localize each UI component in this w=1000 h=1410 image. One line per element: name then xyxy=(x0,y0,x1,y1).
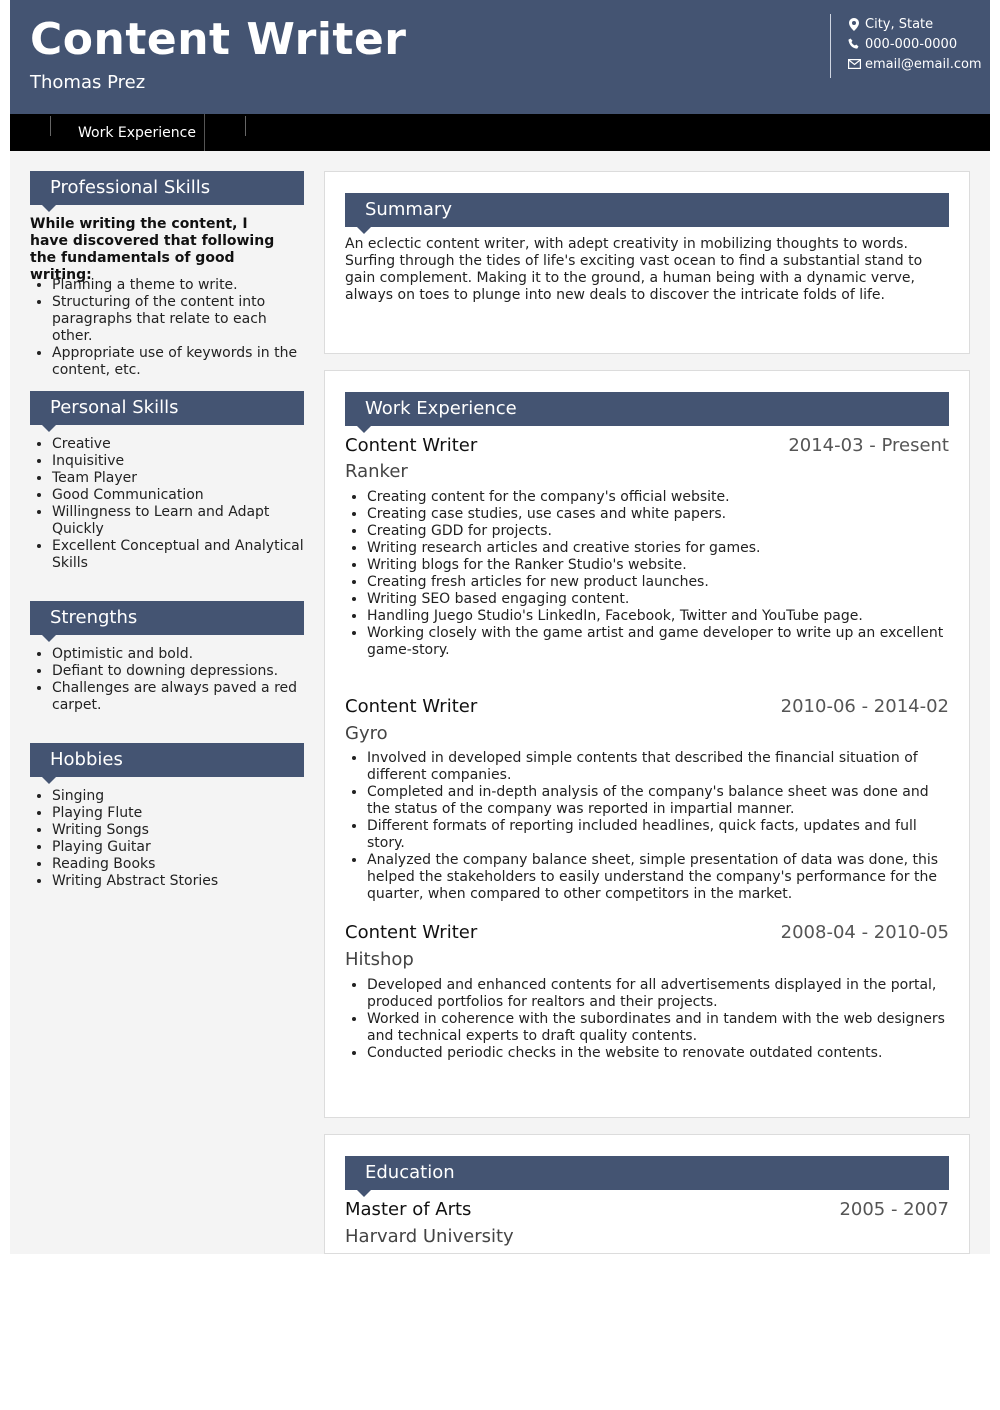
list-item: • Writing research articles and creative stories for games. xyxy=(367,540,951,557)
job-title: Content Writer xyxy=(345,696,478,717)
summary-card xyxy=(324,171,970,354)
contact-location xyxy=(845,14,1000,34)
list-item: • Worked in coherence with the subordinates and in tandem with the web designers and technical experts to draft quality contents. xyxy=(367,1011,951,1045)
list-item: • Writing blogs for the Ranker Studio's website. xyxy=(367,557,951,574)
location-text: City, State xyxy=(865,16,934,32)
job-date: 2010-06 - 2014-02 xyxy=(780,696,949,717)
resume-header xyxy=(10,0,990,114)
personal-skills-list xyxy=(30,436,304,572)
degree-title: Master of Arts xyxy=(345,1199,472,1220)
professional-skills-list xyxy=(30,277,304,379)
job-company: Ranker xyxy=(345,461,408,482)
list-item: • Involved in developed simple contents that described the financial situation of different companies. xyxy=(367,750,951,784)
list-item: • Optimistic and bold. xyxy=(52,646,304,663)
strengths-list xyxy=(30,646,304,714)
list-item: • Planning a theme to write. xyxy=(52,277,304,294)
summary-heading: Summary xyxy=(345,193,949,227)
job-date: 2014-03 - Present xyxy=(788,435,949,456)
education-card xyxy=(324,1134,970,1254)
job-company: Gyro xyxy=(345,723,388,744)
list-item: • Creating fresh articles for new product launches. xyxy=(367,574,951,591)
section-navbar xyxy=(10,114,990,151)
contact-phone xyxy=(845,34,1000,54)
job-title: Content Writer xyxy=(345,435,478,456)
list-item: • Working closely with the game artist and game developer to write up an excellent game-story. xyxy=(367,625,951,659)
email-text: email@email.com xyxy=(865,56,982,72)
list-item: • Appropriate use of keywords in the content, etc. xyxy=(52,345,304,379)
resume-title: Content Writer xyxy=(30,14,407,65)
list-item: • Conducted periodic checks in the website to renovate outdated contents. xyxy=(367,1045,951,1062)
phone-icon xyxy=(845,38,863,50)
list-item: • Creative xyxy=(52,436,304,453)
personal-skills-heading: Personal Skills xyxy=(30,391,304,425)
list-item: • Reading Books xyxy=(52,856,304,873)
map-pin-icon xyxy=(845,18,863,31)
education-heading: Education xyxy=(345,1156,949,1190)
list-item: • Playing Flute xyxy=(52,805,304,822)
education-date: 2005 - 2007 xyxy=(839,1199,949,1220)
list-item: • Creating content for the company's official website. xyxy=(367,489,951,506)
list-item: • Singing xyxy=(52,788,304,805)
list-item: • Handling Juego Studio's LinkedIn, Facebook, Twitter and YouTube page. xyxy=(367,608,951,625)
job-date: 2008-04 - 2010-05 xyxy=(780,922,949,943)
job-company: Hitshop xyxy=(345,949,414,970)
list-item: • Playing Guitar xyxy=(52,839,304,856)
list-item: • Defiant to downing depressions. xyxy=(52,663,304,680)
person-name: Thomas Prez xyxy=(30,72,146,93)
work-experience-heading: Work Experience xyxy=(345,392,949,426)
school-name: Harvard University xyxy=(345,1226,514,1247)
list-item: • Excellent Conceptual and Analytical Skills xyxy=(52,538,304,572)
list-item: • Writing SEO based engaging content. xyxy=(367,591,951,608)
list-item: • Creating GDD for projects. xyxy=(367,523,951,540)
hobbies-heading: Hobbies xyxy=(30,743,304,777)
phone-text: 000-000-0000 xyxy=(865,36,958,52)
contact-block xyxy=(830,14,1000,78)
nav-divider xyxy=(50,116,51,136)
list-item: • Completed and in-depth analysis of the company's balance sheet was done and the status of the company was reported in impartial manner. xyxy=(367,784,951,818)
strengths-heading: Strengths xyxy=(30,601,304,635)
envelope-icon xyxy=(845,59,863,69)
list-item: • Good Communication xyxy=(52,487,304,504)
job-title: Content Writer xyxy=(345,922,478,943)
job-bullets xyxy=(345,977,951,1062)
list-item: • Analyzed the company balance sheet, simple presentation of data was done, this helped the stakeholders to easily understand the company's performance for the quarter, when compared to other competitors in the market. xyxy=(367,852,951,903)
work-experience-card xyxy=(324,370,970,1118)
professional-skills-heading: Professional Skills xyxy=(30,171,304,205)
list-item: • Different formats of reporting included headlines, quick facts, updates and full story. xyxy=(367,818,951,852)
list-item: • Writing Songs xyxy=(52,822,304,839)
job-bullets xyxy=(345,750,951,903)
professional-skills-intro: While writing the content, I have discovered that following the fundamentals of good writing: xyxy=(30,216,275,283)
list-item: • Developed and enhanced contents for all advertisements displayed in the portal, produced portfolios for realtors and their projects. xyxy=(367,977,951,1011)
job-bullets xyxy=(345,489,951,659)
list-item: • Willingness to Learn and Adapt Quickly xyxy=(52,504,304,538)
list-item: • Challenges are always paved a red carpet. xyxy=(52,680,304,714)
nav-divider xyxy=(245,116,246,136)
list-item: • Structuring of the content into paragraphs that relate to each other. xyxy=(52,294,304,345)
contact-email xyxy=(845,54,1000,74)
nav-work-experience[interactable]: Work Experience xyxy=(70,114,205,151)
summary-text: An eclectic content writer, with adept creativity in mobilizing thoughts to words. Surfing through the tides of life's exciting vast ocean to find a substantial stand to gain complement. Making it to the ground, a human being with a dynamic verve, always on toes to plunge into new deals to discover the intricate folds of life. xyxy=(345,236,923,303)
list-item: • Creating case studies, use cases and white papers. xyxy=(367,506,951,523)
hobbies-list xyxy=(30,788,304,890)
list-item: • Team Player xyxy=(52,470,304,487)
list-item: • Writing Abstract Stories xyxy=(52,873,304,890)
list-item: • Inquisitive xyxy=(52,453,304,470)
